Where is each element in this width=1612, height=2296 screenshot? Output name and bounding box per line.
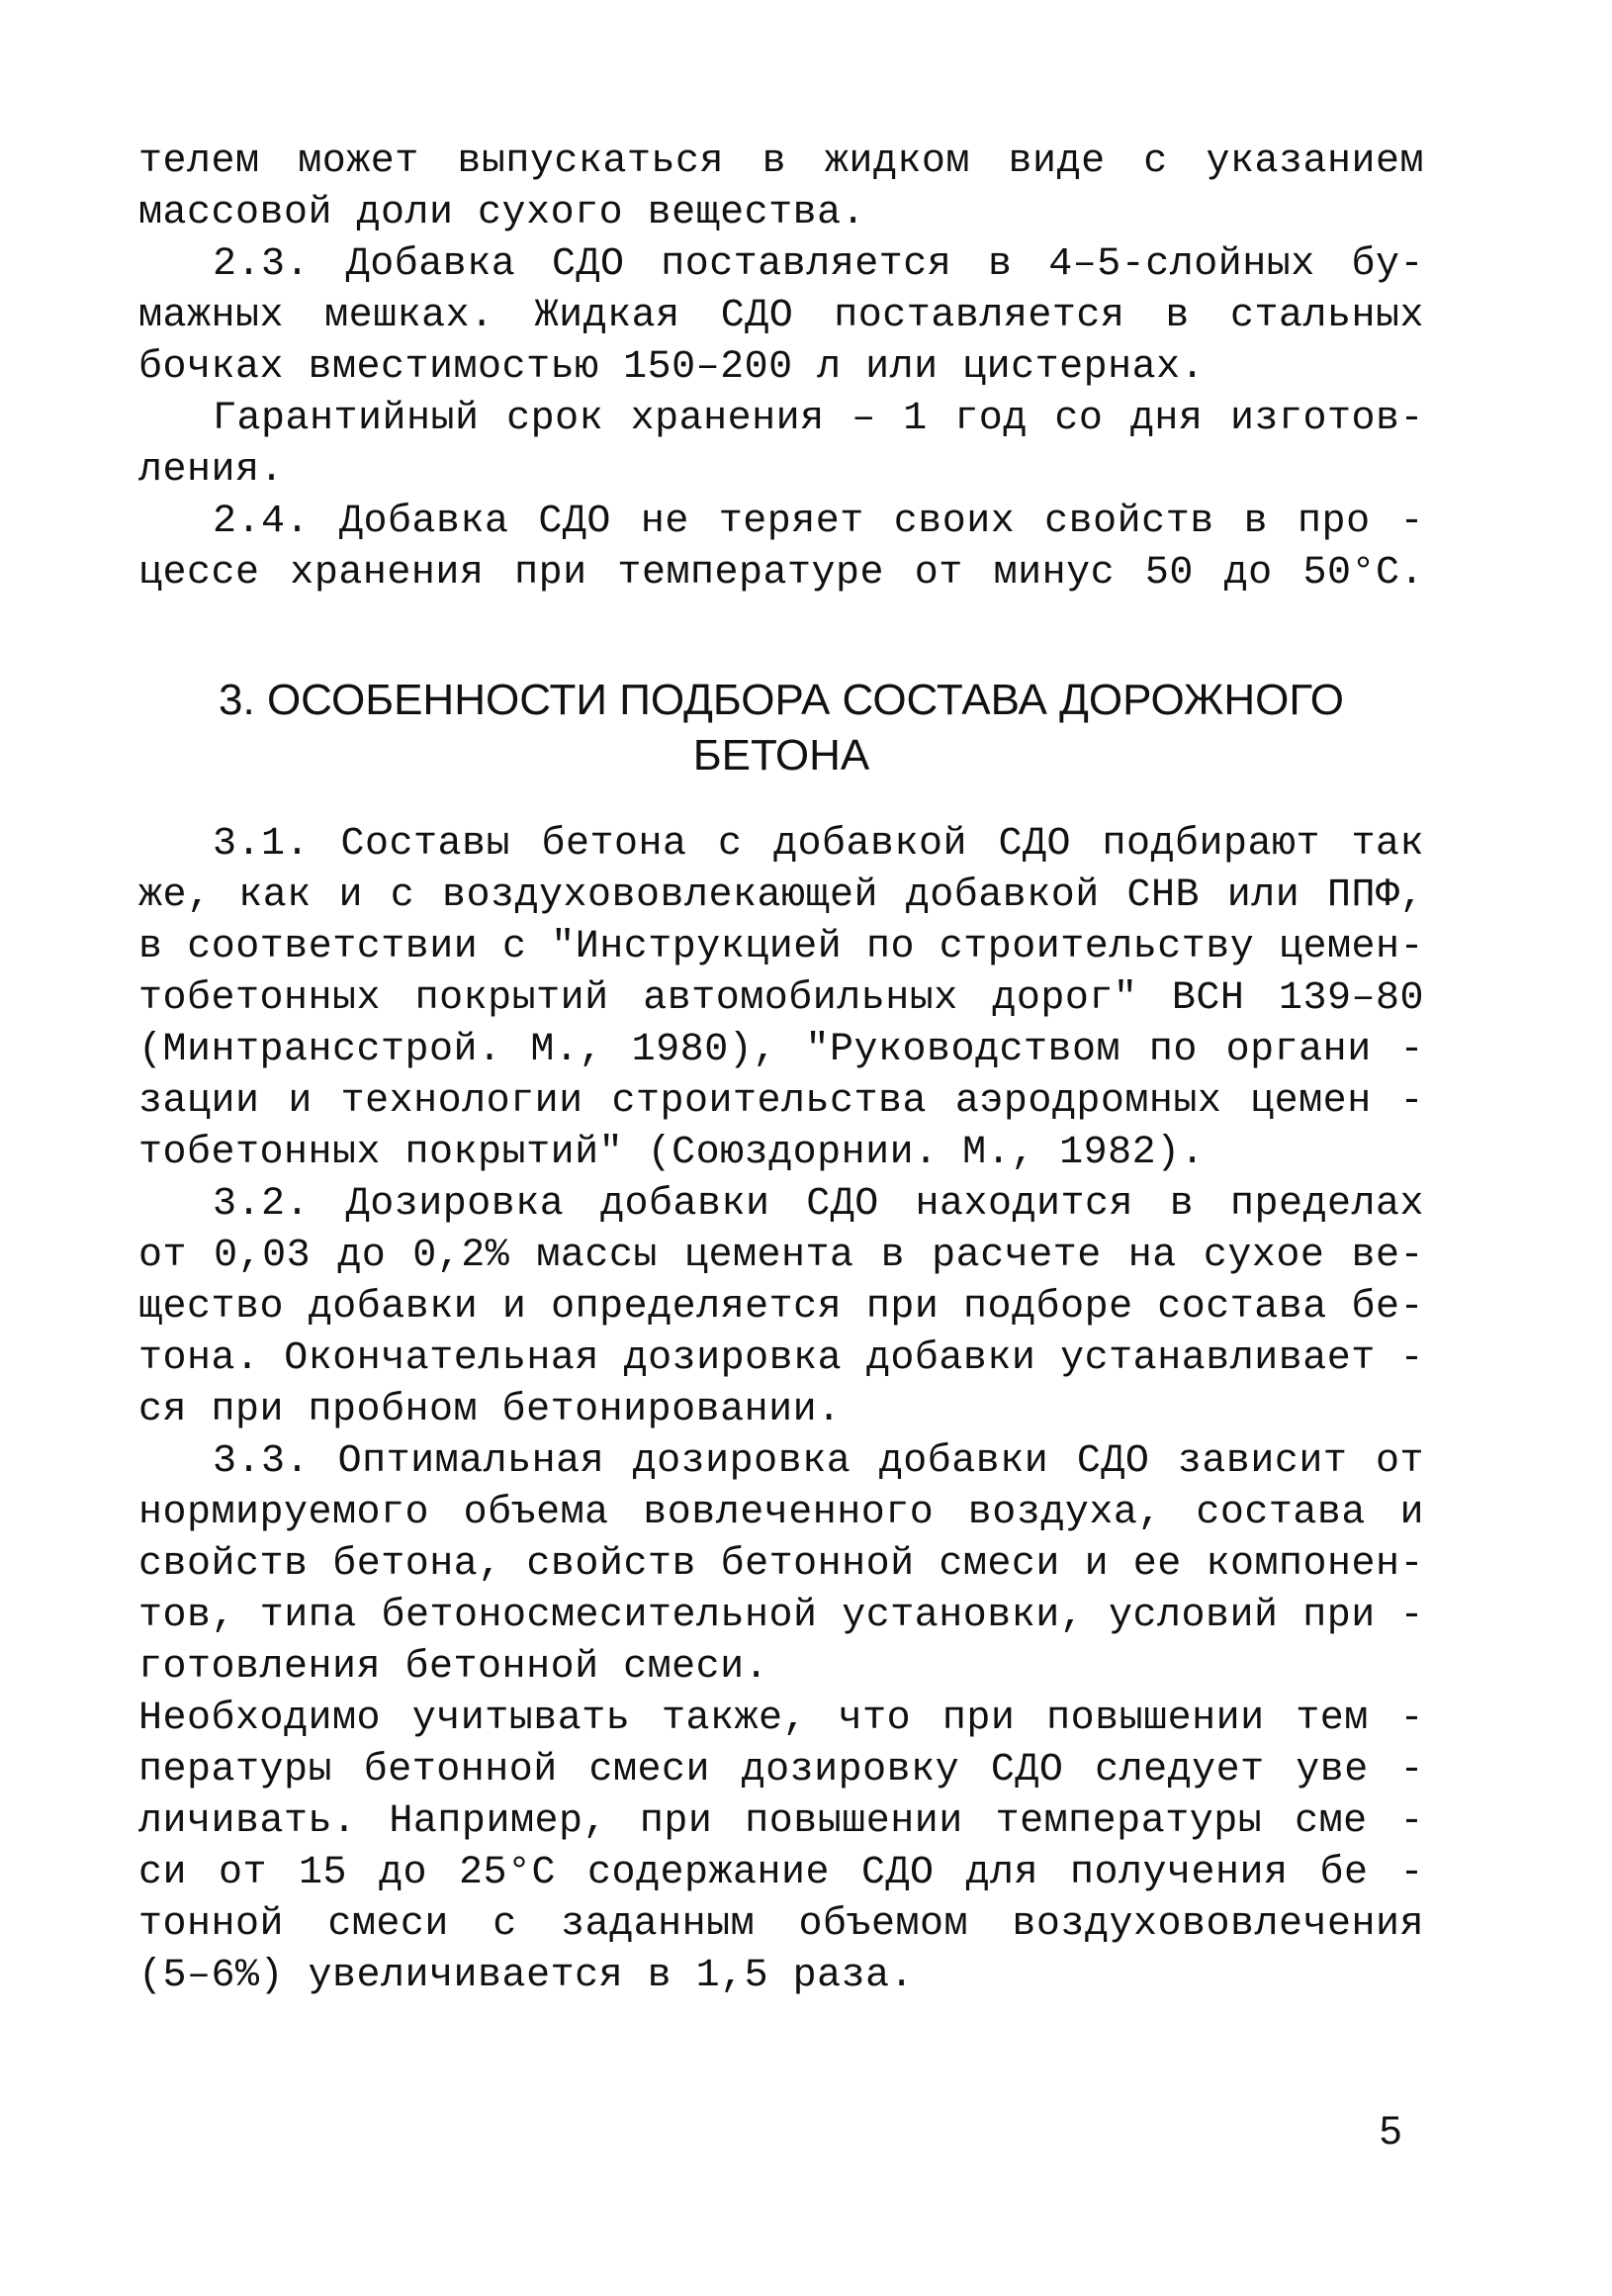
text-block-top xyxy=(138,137,1424,599)
text-line: готовления бетонной смеси. xyxy=(138,1645,769,1690)
text-line: Гарантийный срок хранения – 1 год со дня изготов- xyxy=(213,397,1424,441)
text-line: тонной смеси с заданным объемом воздухововлечения xyxy=(138,1902,1424,1947)
text-line: нормируемого объема вовлеченного воздуха, состава и xyxy=(138,1491,1424,1535)
text-line: (5–6%) увеличивается в 1,5 раза. xyxy=(138,1954,915,1998)
text-line: тобетонных покрытий автомобильных дорог" ВСН 139–80 xyxy=(138,976,1424,1021)
text-line: в соответствии с "Инструкцией по строительству цемен- xyxy=(138,925,1424,969)
text-line: 3.1. Составы бетона с добавкой СДО подбирают так xyxy=(213,822,1424,867)
text-line: мажных мешках. Жидкая СДО поставляется в стальных xyxy=(138,294,1424,338)
text-line: си от 15 до 25°С содержание СДО для получения бе - xyxy=(138,1851,1424,1895)
text-line: от 0,03 до 0,2% массы цемента в расчете на сухое ве- xyxy=(138,1234,1424,1278)
text-line: бочках вместимостью 150–200 л или цистернах. xyxy=(138,345,1206,390)
text-line: же, как и с воздухововлекающей добавкой СНВ или ППФ, xyxy=(138,873,1424,918)
text-line: 2.3. Добавка СДО поставляется в 4–5-слойных бу- xyxy=(213,242,1424,287)
text-line: 2.4. Добавка СДО не теряет своих свойств в про - xyxy=(213,500,1424,544)
text-line: 3.2. Дозировка добавки СДО находится в пределах xyxy=(213,1182,1424,1227)
text-line: цессе хранения при температуре от минус 50 до 50°С. xyxy=(138,551,1424,596)
section-heading-line: 3. ОСОБЕННОСТИ ПОДБОРА СОСТАВА ДОРОЖНОГО xyxy=(219,676,1344,724)
section-heading-line: БЕТОНА xyxy=(692,731,870,780)
text-line: личивать. Например, при повышении температуры сме - xyxy=(138,1799,1424,1844)
page-number: 5 xyxy=(1380,2109,1402,2153)
text-line: телем может выпускаться в жидком виде с указанием xyxy=(138,139,1424,184)
text-line: (Минтрансстрой. М., 1980), "Руководством по органи - xyxy=(138,1028,1424,1072)
text-line: свойств бетона, свойств бетонной смеси и ее компонен- xyxy=(138,1542,1424,1587)
text-line: щество добавки и определяется при подборе состава бе- xyxy=(138,1285,1424,1330)
text-line: ся при пробном бетонировании. xyxy=(138,1388,842,1432)
text-line: массовой доли сухого вещества. xyxy=(138,191,866,235)
text-line: тобетонных покрытий" (Союздорнии. М., 1982). xyxy=(138,1131,1206,1175)
text-line: ления. xyxy=(138,448,285,493)
text-line: пературы бетонной смеси дозировку СДО следует уве - xyxy=(138,1748,1424,1792)
text-line: Необходимо учитывать также, что при повышении тем - xyxy=(138,1697,1424,1741)
text-line: тов, типа бетоносмесительной установки, условий при - xyxy=(138,1594,1424,1638)
text-line: зации и технологии строительства аэродромных цемен - xyxy=(138,1079,1424,1124)
section-heading xyxy=(138,673,1424,783)
text-block-bottom xyxy=(138,819,1424,2002)
text-line: 3.3. Оптимальная дозировка добавки СДО зависит от xyxy=(213,1439,1424,1484)
text-line: тона. Окончательная дозировка добавки устанавливает - xyxy=(138,1336,1424,1381)
